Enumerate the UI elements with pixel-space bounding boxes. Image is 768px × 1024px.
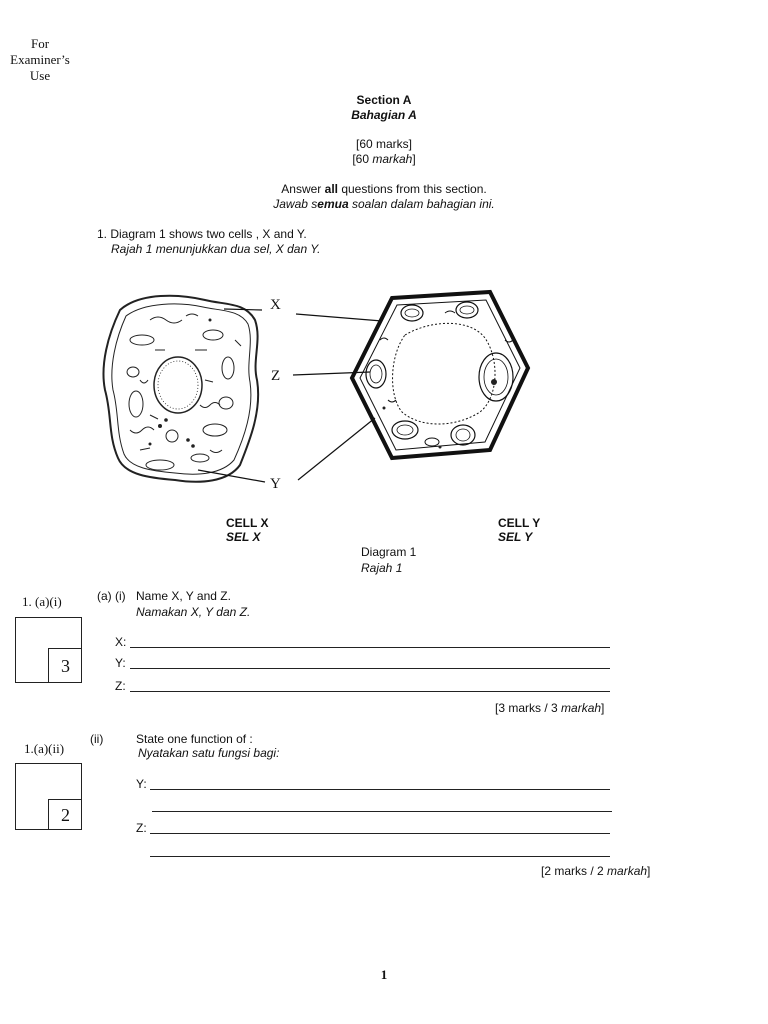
answer-z-label: Z: bbox=[115, 679, 126, 693]
section-marks-my-prefix: [60 bbox=[352, 152, 373, 166]
instr-prefix: Answer bbox=[281, 182, 325, 196]
mark-box-a-ii bbox=[15, 763, 82, 830]
instr-suffix: questions from this section. bbox=[337, 182, 487, 196]
part-a-ii-marks-prefix: [2 marks / 2 bbox=[541, 864, 608, 878]
examiner-line-1: For bbox=[30, 36, 50, 51]
part-a-i-marks-word: markah bbox=[561, 701, 602, 715]
leader-line-y-right bbox=[298, 418, 375, 480]
cell-x-label-my: SEL X bbox=[226, 530, 261, 544]
page-number: 1 bbox=[380, 967, 388, 982]
leader-line-x-left bbox=[224, 309, 262, 310]
function-y-line-1[interactable] bbox=[150, 789, 610, 790]
section-title: Section A bbox=[356, 93, 412, 107]
diagram-caption-my: Rajah 1 bbox=[361, 561, 403, 575]
label-x: X bbox=[270, 297, 281, 313]
part-a-i-marks-prefix: [3 marks / 3 bbox=[495, 701, 562, 715]
part-a-ii-marks-suffix: ] bbox=[647, 864, 651, 878]
function-y-label: Y: bbox=[136, 777, 147, 791]
section-marks-my-suffix: ] bbox=[412, 152, 416, 166]
answer-x-line[interactable] bbox=[130, 647, 610, 648]
leader-line-z bbox=[293, 372, 370, 375]
ref-1-a-i: 1. (a)(i) bbox=[22, 594, 62, 609]
part-a-i-number: (a) (i) bbox=[97, 589, 126, 603]
part-a-ii-number: (ii) bbox=[90, 732, 104, 746]
instr-bold: all bbox=[324, 182, 338, 196]
section-marks-my bbox=[284, 152, 484, 166]
section-marks: [60 marks] bbox=[355, 137, 412, 151]
section-instruction-my bbox=[234, 197, 534, 211]
diagram-caption: Diagram 1 bbox=[361, 545, 417, 559]
cell-y-label-my: SEL Y bbox=[498, 530, 533, 544]
part-a-ii-question-my: Nyatakan satu fungsi bagi: bbox=[138, 746, 280, 760]
answer-y-label: Y: bbox=[115, 656, 126, 670]
leader-line-x-right bbox=[296, 314, 382, 321]
cell-x-label: CELL X bbox=[226, 516, 269, 530]
plant-cell bbox=[352, 292, 528, 458]
examiner-line-2: Examiner’s bbox=[10, 52, 70, 67]
part-a-i-question-my: Namakan X, Y dan Z. bbox=[136, 605, 251, 619]
part-a-ii-question: State one function of : bbox=[136, 732, 253, 746]
part-a-i-marks-suffix: ] bbox=[601, 701, 605, 715]
section-title-my: Bahagian A bbox=[351, 108, 417, 122]
instr-my-suffix: soalan dalam bahagian ini. bbox=[348, 197, 495, 211]
question-1-stem: 1. Diagram 1 shows two cells , X and Y. bbox=[97, 227, 307, 241]
function-y-line-2[interactable] bbox=[152, 811, 612, 812]
cell-y-label: CELL Y bbox=[498, 516, 541, 530]
function-z-line-1[interactable] bbox=[150, 833, 610, 834]
function-z-line-2[interactable] bbox=[150, 856, 610, 857]
ref-1-a-ii: 1.(a)(ii) bbox=[24, 741, 65, 756]
answer-y-line[interactable] bbox=[130, 668, 610, 669]
answer-x-label: X: bbox=[115, 635, 127, 649]
function-z-label: Z: bbox=[136, 821, 147, 835]
examiner-note bbox=[8, 36, 72, 84]
mark-value-a-i: 3 bbox=[48, 648, 82, 683]
section-marks-my-word: markah bbox=[372, 152, 413, 166]
mark-value-a-ii: 2 bbox=[48, 799, 82, 830]
part-a-ii-marks-word: markah bbox=[607, 864, 648, 878]
label-y: Y bbox=[270, 476, 281, 492]
part-a-i-question: Name X, Y and Z. bbox=[136, 589, 231, 603]
label-z: Z bbox=[271, 368, 281, 384]
animal-cell bbox=[103, 296, 258, 482]
section-instruction bbox=[234, 182, 534, 196]
mark-box-a-i bbox=[15, 617, 82, 683]
cells-diagram bbox=[0, 280, 768, 500]
part-a-i-marks bbox=[495, 701, 604, 715]
examiner-line-3: Use bbox=[29, 68, 51, 83]
question-1-stem-my: Rajah 1 menunjukkan dua sel, X dan Y. bbox=[111, 242, 321, 256]
part-a-ii-marks bbox=[541, 864, 650, 878]
instr-my-bold: emua bbox=[317, 197, 349, 211]
answer-z-line[interactable] bbox=[130, 691, 610, 692]
instr-my-prefix: Jawab s bbox=[273, 197, 318, 211]
